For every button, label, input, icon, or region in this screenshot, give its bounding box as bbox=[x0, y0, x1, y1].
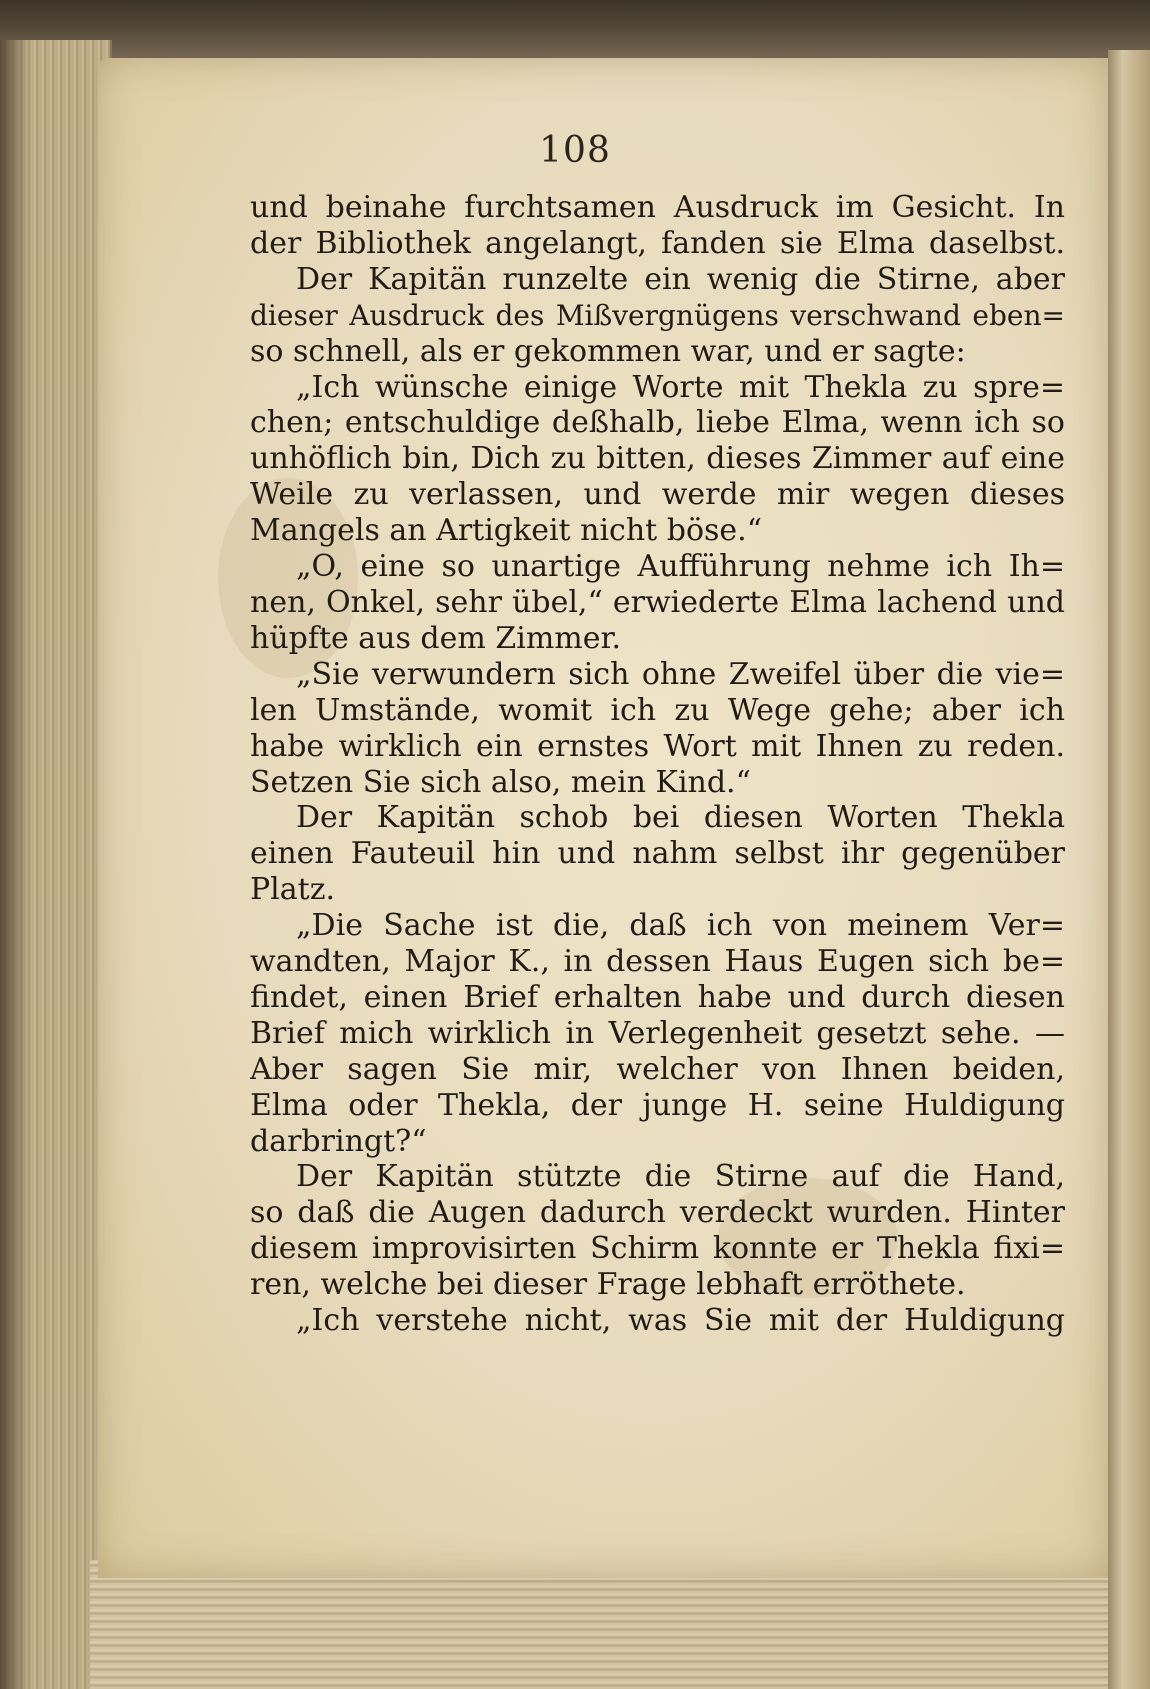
book-binding-top bbox=[0, 0, 1150, 62]
text-line: dieser Ausdruck des Mißvergnügens verschwand eben= bbox=[250, 298, 1065, 332]
text-line: Setzen Sie sich also, mein Kind.“ bbox=[250, 764, 751, 800]
book-gutter bbox=[1108, 50, 1150, 1689]
text-line: nen, Onkel, sehr übel,“ erwiederte Elma lachend und bbox=[250, 584, 1065, 620]
text-line: „Ich wünsche einige Worte mit Thekla zu spre= bbox=[296, 369, 1065, 405]
text-line: diesem improvisirten Schirm konnte er Thekla fixi= bbox=[250, 1231, 1065, 1267]
text-line: Aber sagen Sie mir, welcher von Ihnen beiden, bbox=[250, 1051, 1065, 1087]
text-line: Der Kapitän stützte die Stirne auf die Hand, bbox=[296, 1159, 1065, 1195]
text-line: Elma oder Thekla, der junge H. seine Huldigung bbox=[250, 1087, 1065, 1123]
text-line: „Ich verstehe nicht, was Sie mit der Huldigung bbox=[296, 1303, 1065, 1339]
text-line: „O, eine so unartige Aufführung nehme ich Ih= bbox=[296, 549, 1065, 585]
text-line: Der Kapitän runzelte ein wenig die Stirne, aber bbox=[296, 261, 1065, 297]
text-line: len Umstände, womit ich zu Wege gehe; aber ich bbox=[250, 692, 1065, 728]
text-line: wandten, Major K., in dessen Haus Eugen sich be= bbox=[250, 944, 1065, 980]
text-line: habe wirklich ein ernstes Wort mit Ihnen zu reden. bbox=[250, 728, 1065, 764]
text-line: und beinahe furchtsamen Ausdruck im Gesicht. In bbox=[250, 190, 1065, 225]
text-line: unhöflich bin, Dich zu bitten, dieses Zimmer auf eine bbox=[250, 441, 1065, 477]
text-line: Brief mich wirklich in Verlegenheit gesetzt sehe. — bbox=[250, 1015, 1065, 1051]
text-line: so schnell, als er gekommen war, und er sagte: bbox=[250, 333, 966, 369]
text-line: findet, einen Brief erhalten habe und durch diesen bbox=[250, 979, 1065, 1015]
text-line: so daß die Augen dadurch verdeckt wurden. Hinter bbox=[250, 1195, 1065, 1231]
text-line: „Die Sache ist die, daß ich von meinem Ver= bbox=[296, 908, 1065, 944]
text-line: der Bibliothek angelangt, fanden sie Elma daselbst. bbox=[250, 225, 1065, 261]
text-line: Der Kapitän schob bei diesen Worten Thekla bbox=[296, 800, 1065, 836]
text-line: einen Fauteuil hin und nahm selbst ihr gegenüber bbox=[250, 836, 1065, 872]
page-stack-shadow bbox=[0, 40, 30, 1689]
text-line: chen; entschuldige deßhalb, liebe Elma, wenn ich so bbox=[250, 405, 1065, 441]
page-body-text bbox=[250, 190, 1065, 1339]
page-stack-bottom bbox=[90, 1560, 1150, 1689]
text-line: darbringt?“ bbox=[250, 1123, 427, 1159]
text-line: Weile zu verlassen, und werde mir wegen dieses bbox=[250, 477, 1065, 513]
page-number: 108 bbox=[539, 130, 611, 171]
text-line: hüpfte aus dem Zimmer. bbox=[250, 620, 622, 656]
text-line: Mangels an Artigkeit nicht böse.“ bbox=[250, 513, 763, 549]
text-line: „Sie verwundern sich ohne Zweifel über die vie= bbox=[296, 656, 1065, 692]
text-line: Platz. bbox=[250, 872, 336, 908]
text-line: ren, welche bei dieser Frage lebhaft erröthete. bbox=[250, 1267, 966, 1303]
